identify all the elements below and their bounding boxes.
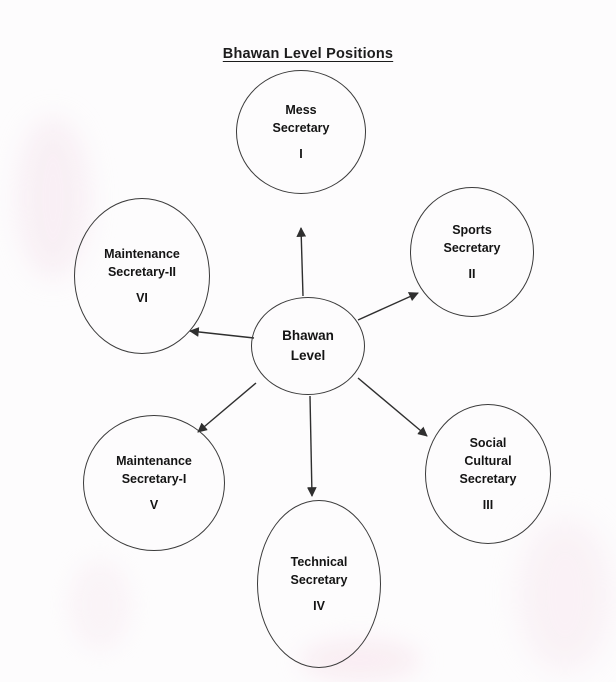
node-label-line: Secretary-I [121,471,187,486]
node-label-line: Bhawan [282,328,334,344]
node-rank: II [468,267,476,282]
edge-center-to-social [358,378,427,436]
node-label-line: Secretary [272,120,330,135]
node-label-line: Secretary-II [107,264,177,279]
edge-center-to-technical [310,396,312,496]
edge-center-to-maintenance-1 [198,383,256,432]
node-label-line: Cultural [464,453,512,468]
diagram-title-text: Bhawan Level Positions [222,46,394,62]
node-rank: IV [313,599,325,614]
node-label-line: Technical [290,554,348,569]
node-rank: III [482,498,494,513]
node-label-line: Sports [452,222,492,237]
node-bhawan-level[interactable] [251,297,365,395]
edge-center-to-maintenance-2 [190,331,254,338]
node-label-line: Maintenance [104,246,180,261]
node-label-line: Secretary [459,472,517,486]
node-label-line: Mess [285,102,317,117]
node-label-line: Level [290,348,326,363]
node-label-line: Maintenance [116,453,192,468]
node-mess-secretary[interactable] [236,70,366,194]
node-maintenance-secretary-2[interactable] [74,198,210,354]
node-label-line: Secretary [443,240,501,255]
node-technical-secretary[interactable] [257,500,381,668]
edge-center-to-sports [358,293,418,320]
node-rank: I [299,147,303,162]
edge-center-to-mess [301,228,303,296]
node-rank: V [149,498,159,513]
node-label-line: Secretary [290,572,348,587]
node-social-cultural-secretary[interactable] [425,404,551,544]
node-rank: VI [136,291,148,306]
node-maintenance-secretary-1[interactable] [83,415,225,551]
node-label-line: Social [469,435,507,450]
node-sports-secretary[interactable] [410,187,534,317]
